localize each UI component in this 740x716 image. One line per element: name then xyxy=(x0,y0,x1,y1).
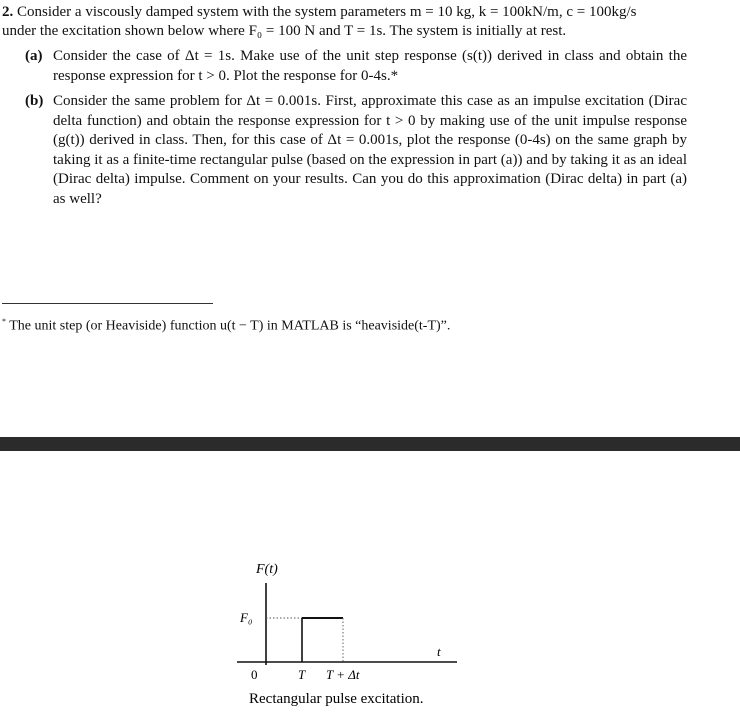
problem-intro-line1: Consider a viscously damped system with the system parameters m = 10 kg, k = 100kN/m, c = 100kg/s xyxy=(17,4,637,20)
figure-caption: Rectangular pulse excitation. xyxy=(249,691,424,707)
page-break-bar xyxy=(0,437,740,451)
problem-number: 2. xyxy=(2,4,14,20)
part-b xyxy=(25,92,687,209)
footnote-text: The unit step (or Heaviside) function u(t − T) in MATLAB is “heaviside(t-T)”. xyxy=(9,318,451,334)
footnote-divider xyxy=(2,303,213,304)
part-b-text: Consider the same problem for Δt = 0.001s. First, approximate this case as an impulse excitation (Dirac delta function) and obtain the response expression for t > 0 by making use of the unit impulse response (g(t)) derived in class. Then, for this case of Δt = 0.001s, plot the response (0-4s) on the same graph by taking it as a finite-time rectangular pulse (based on the expression in part (a)) and by taking it as an ideal (Dirac delta) impulse. Comment on your results. Can you do this approximation (Dirac delta) in part (a) as well? xyxy=(53,93,687,207)
y-axis-label: F(t) xyxy=(256,562,278,577)
pulse-diagram xyxy=(0,451,740,711)
footnote-marker: * xyxy=(2,317,6,326)
pulse-start-label: T xyxy=(298,667,306,682)
amplitude-label: F₀ xyxy=(240,610,253,625)
x-axis-label: t xyxy=(437,644,441,659)
footnote xyxy=(2,313,450,336)
pulse-end-label: T + Δt xyxy=(326,667,360,682)
problem-intro xyxy=(2,3,737,41)
part-a xyxy=(25,47,687,86)
part-a-text: Consider the case of Δt = 1s. Make use of the unit step response (s(t)) derived in class and obtain the response expression for t > 0. Plot the response for 0-4s.* xyxy=(53,48,687,84)
part-a-label: (a) xyxy=(25,48,43,64)
origin-label: 0 xyxy=(251,667,258,682)
part-b-label: (b) xyxy=(25,93,44,109)
problem-intro-line2: under the excitation shown below where F₀ = 100 N and T = 1s. The system is initially at rest. xyxy=(2,23,567,39)
pulse-figure xyxy=(0,451,740,711)
